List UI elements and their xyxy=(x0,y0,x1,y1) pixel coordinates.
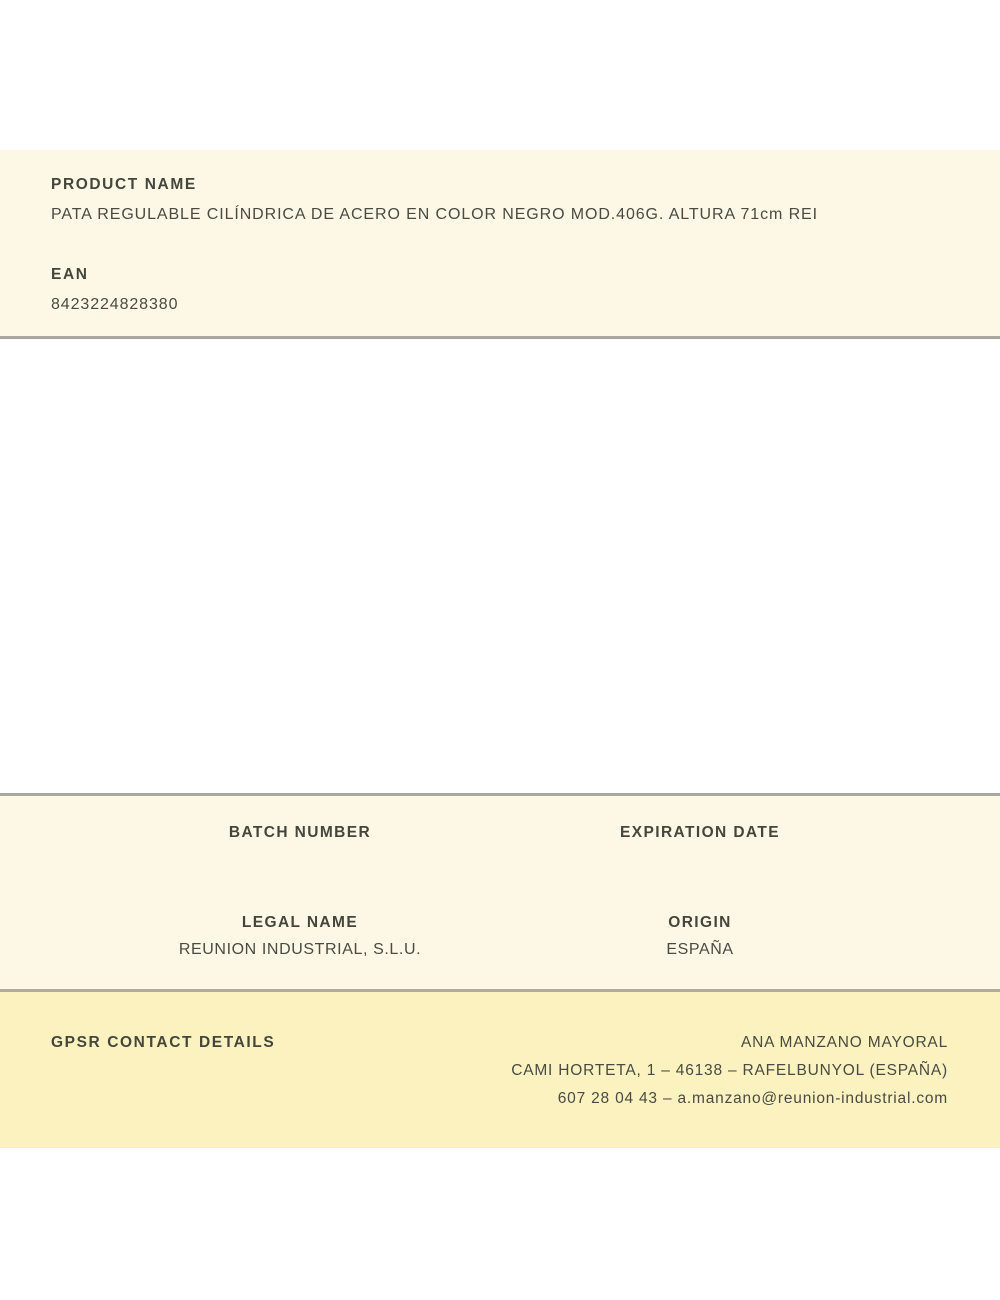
ean-label: EAN xyxy=(51,266,89,283)
legal-name-label: LEGAL NAME xyxy=(241,914,359,931)
ean-block xyxy=(51,264,949,316)
expiration-date-cell xyxy=(500,820,900,874)
product-name-label: PRODUCT NAME xyxy=(51,176,197,193)
batch-number-label: BATCH NUMBER xyxy=(228,824,372,841)
origin-label: ORIGIN xyxy=(668,914,732,931)
gpsr-contact-details-label: GPSR CONTACT DETAILS xyxy=(51,1034,276,1051)
batch-legal-section xyxy=(0,793,1000,992)
gpsr-contact-phone-email: 607 28 04 43 – a.manzano@reunion-industrial.com xyxy=(557,1090,948,1107)
gpsr-contact-block xyxy=(511,1029,948,1113)
product-name-section xyxy=(0,150,1000,339)
origin-value: ESPAÑA xyxy=(666,941,734,958)
product-name-value: PATA REGULABLE CILÍNDRICA DE ACERO EN COLOR NEGRO MOD.406G. ALTURA 71cm REI xyxy=(51,206,818,223)
origin-cell xyxy=(500,910,900,964)
gpsr-contact-name: ANA MANZANO MAYORAL xyxy=(741,1034,948,1051)
legal-name-cell xyxy=(100,910,500,964)
batch-number-cell xyxy=(100,820,500,874)
batch-number-value xyxy=(100,846,500,874)
gpsr-contact-address: CAMI HORTETA, 1 – 46138 – RAFELBUNYOL (ESPAÑA) xyxy=(511,1062,948,1079)
batch-expiration-row xyxy=(100,820,900,874)
expiration-date-value xyxy=(500,846,900,874)
expiration-date-label: EXPIRATION DATE xyxy=(620,824,780,841)
legal-origin-row xyxy=(100,910,900,964)
ean-value: 8423224828380 xyxy=(51,296,179,313)
legal-name-value: REUNION INDUSTRIAL, S.L.U. xyxy=(178,941,422,958)
gpsr-contact-section xyxy=(0,992,1000,1148)
